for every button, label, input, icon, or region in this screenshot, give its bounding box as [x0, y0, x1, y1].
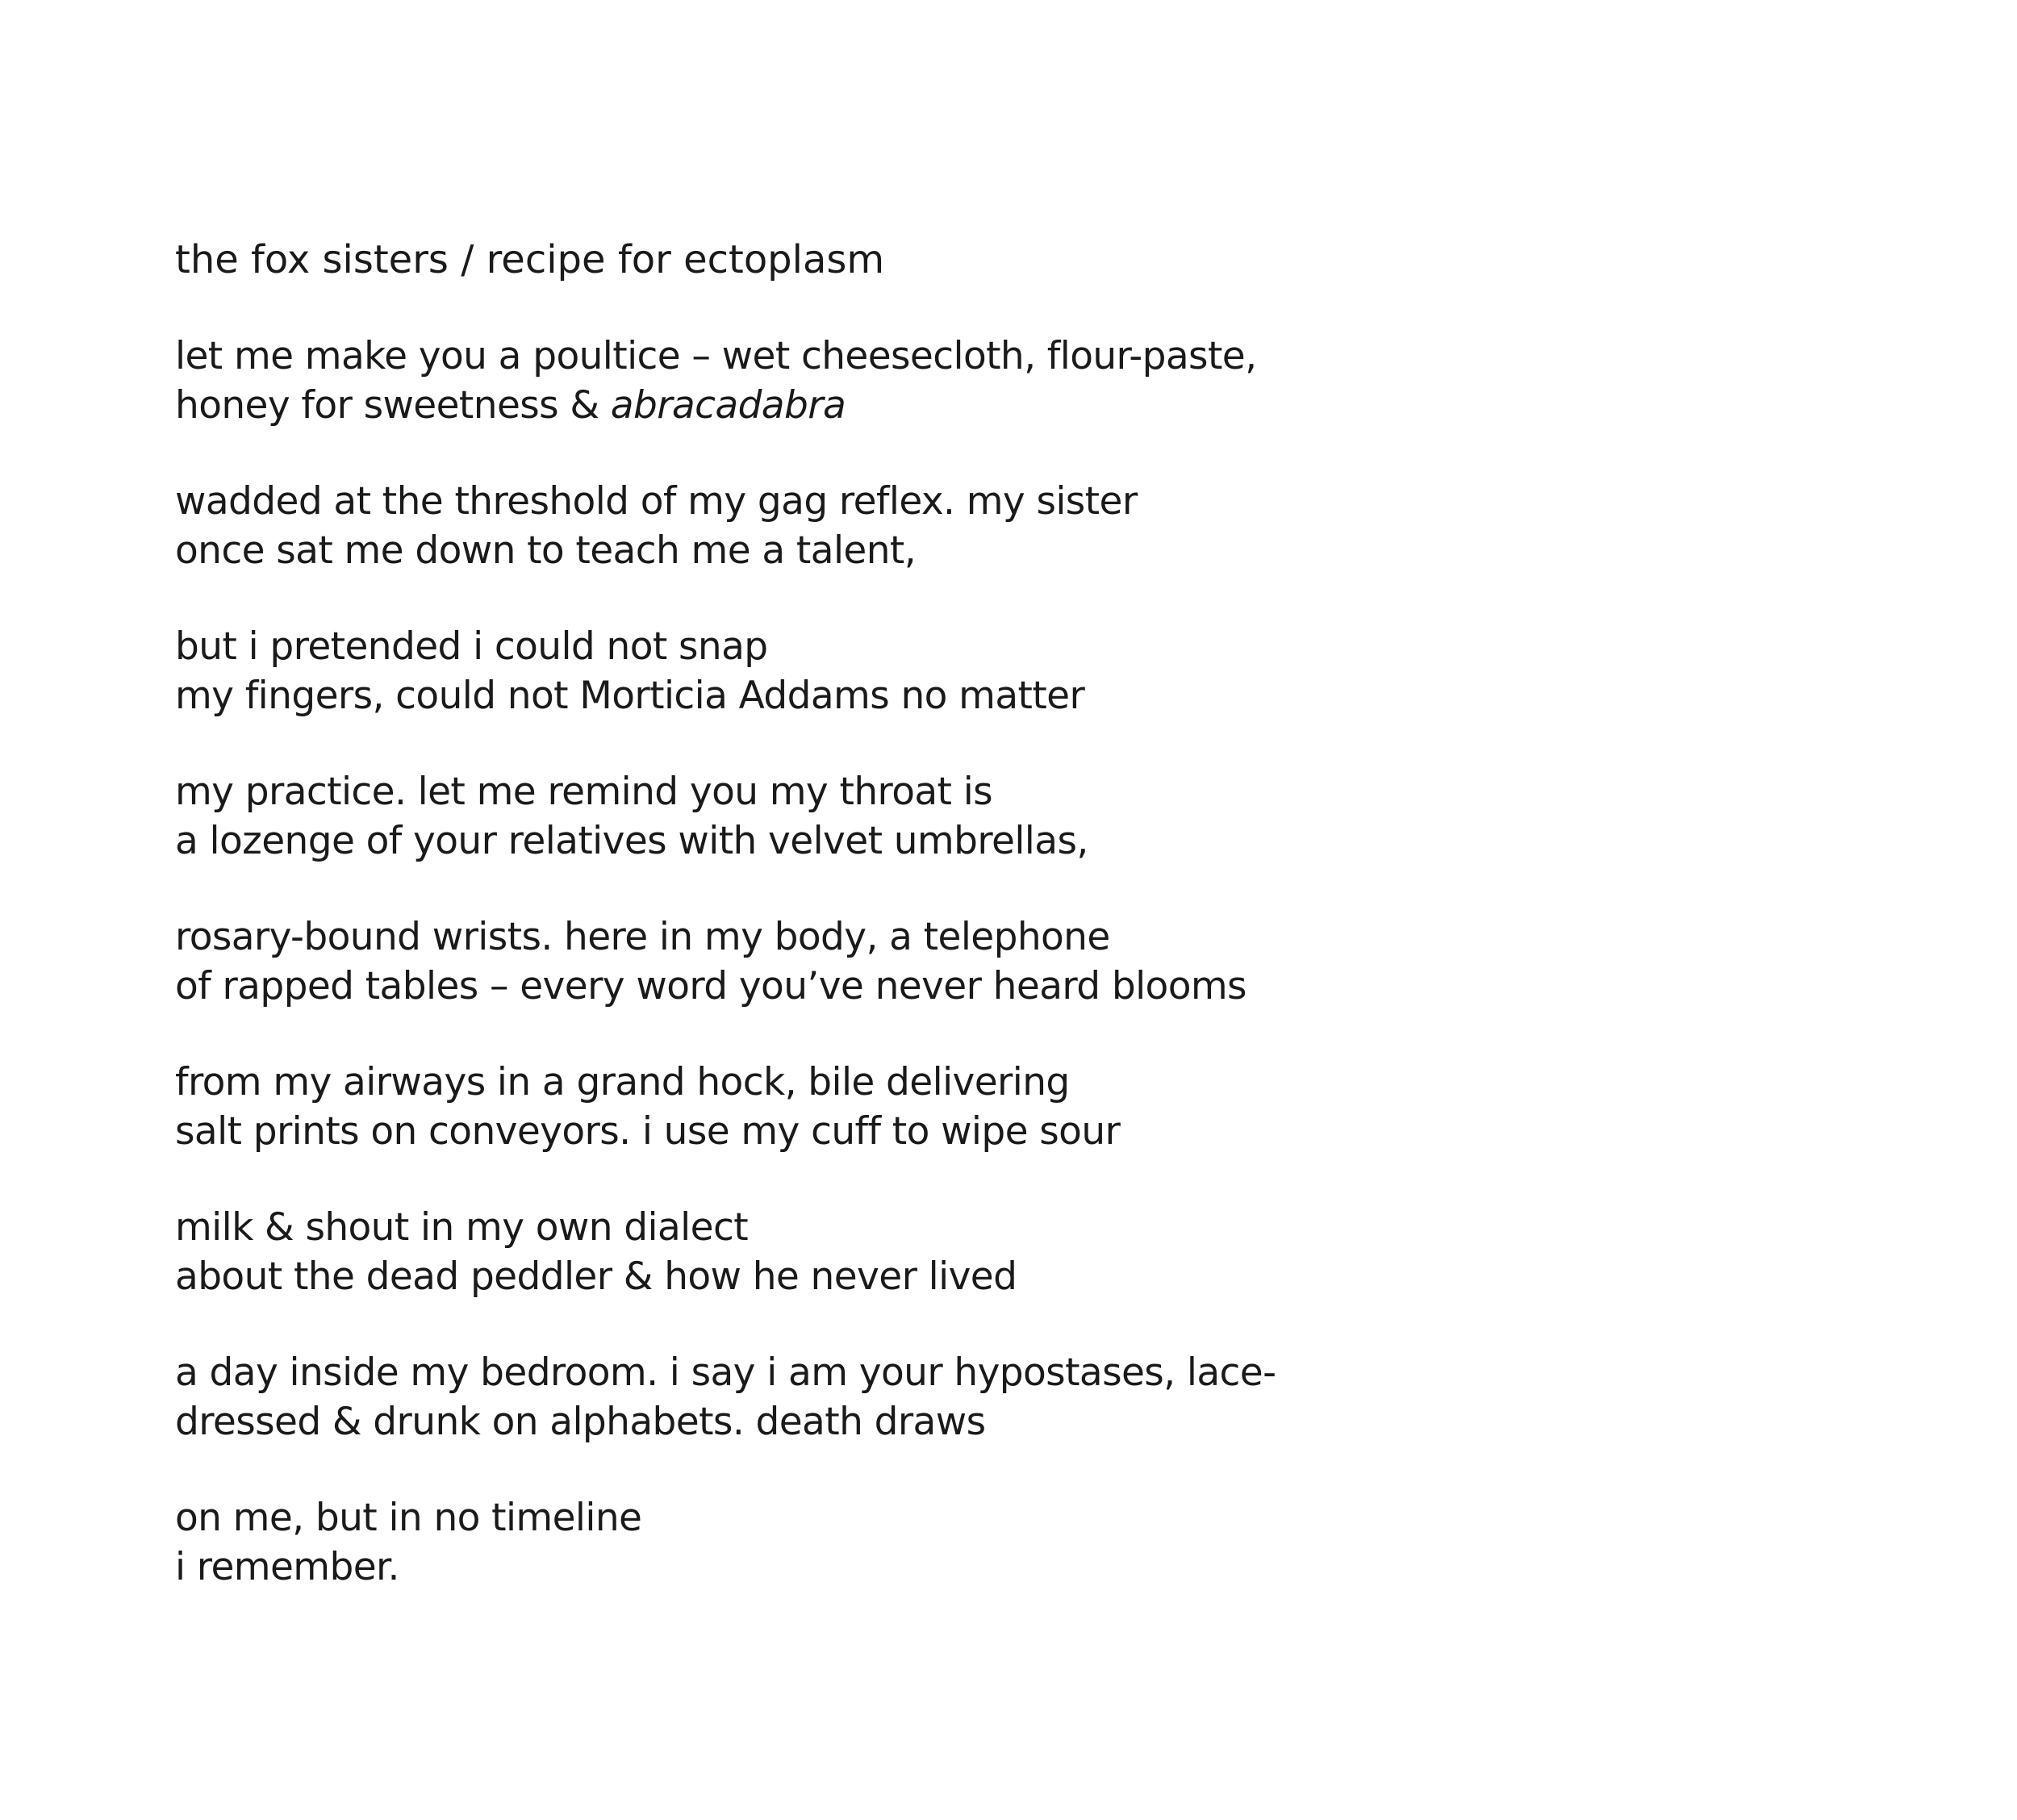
- poem-line: i remember.: [175, 1545, 399, 1589]
- poem-line: salt prints on conveyors. i use my cuff to wipe sour: [175, 1109, 1121, 1154]
- stanza: [175, 477, 1547, 575]
- stanza: [175, 767, 1547, 866]
- poem: [175, 235, 1547, 1638]
- poem-line: my practice. let me remind you my throat is: [175, 770, 993, 814]
- poem-line: milk & shout in my own dialect: [175, 1205, 749, 1250]
- poem-line: let me make you a poultice – wet cheesecloth, flour-paste,: [175, 334, 1257, 378]
- italic-word: abracadabra: [610, 383, 846, 428]
- poem-line: a lozenge of your relatives with velvet umbrellas,: [175, 819, 1088, 863]
- poem-line: wadded at the threshold of my gag reflex. my sister: [175, 479, 1138, 524]
- poem-line: a day inside my bedroom. i say i am your hypostases, lace-: [175, 1350, 1276, 1395]
- poem-line: from my airways in a grand hock, bile delivering: [175, 1060, 1070, 1104]
- stanza: [175, 1203, 1547, 1301]
- stanza: [175, 912, 1547, 1011]
- stanza: [175, 622, 1547, 720]
- stanza: [175, 1493, 1547, 1592]
- poem-line: once sat me down to teach me a talent,: [175, 528, 917, 573]
- poem-line-text: honey for sweetness &: [175, 383, 611, 428]
- poem-line: my fingers, could not Morticia Addams no matter: [175, 674, 1085, 718]
- poem-line: about the dead peddler & how he never lived: [175, 1254, 1017, 1299]
- poem-line: but i pretended i could not snap: [175, 624, 768, 669]
- stanza: [175, 1348, 1547, 1446]
- poem-title: the fox sisters / recipe for ectoplasm: [175, 237, 885, 282]
- poem-line: [175, 381, 1547, 430]
- poem-line: dressed & drunk on alphabets. death draws: [175, 1400, 986, 1444]
- poem-line: rosary-bound wrists. here in my body, a telephone: [175, 915, 1110, 959]
- stanza: [175, 332, 1547, 430]
- poem-line: on me, but in no timeline: [175, 1496, 642, 1540]
- stanza: [175, 1058, 1547, 1156]
- poem-line: of rapped tables – every word you’ve never heard blooms: [175, 964, 1247, 1008]
